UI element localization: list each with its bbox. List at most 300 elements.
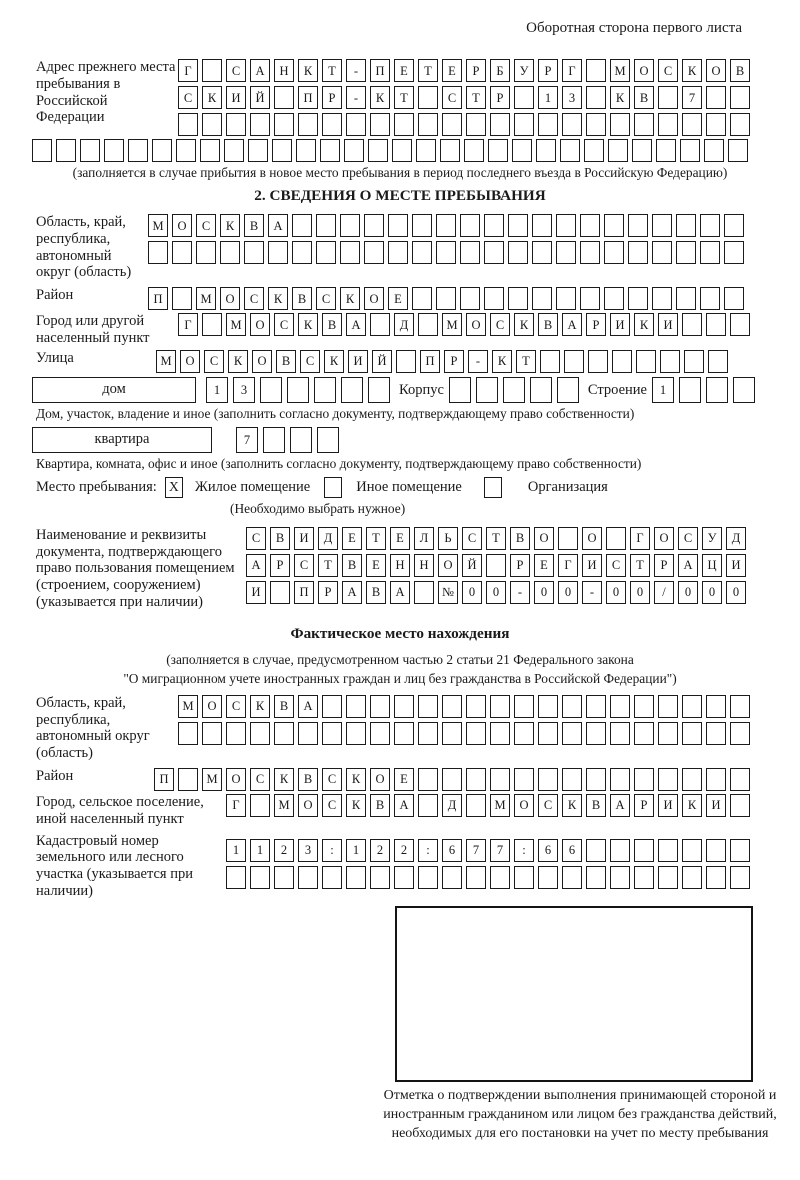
char-cell: О — [370, 768, 390, 791]
char-cell — [466, 768, 486, 791]
char-cell — [370, 866, 390, 889]
char-cell: К — [562, 794, 582, 817]
char-cell — [700, 241, 720, 264]
stroenie-label: Строение — [587, 381, 647, 398]
document-row-3 — [246, 581, 746, 604]
char-cell: К — [220, 214, 240, 237]
char-cell — [580, 214, 600, 237]
char-cell: М — [202, 768, 222, 791]
char-cell — [682, 866, 702, 889]
char-cell: И — [706, 794, 726, 817]
char-cell: А — [678, 554, 698, 577]
char-cell: П — [148, 287, 168, 310]
char-cell: Е — [342, 527, 362, 550]
char-cell — [466, 866, 486, 889]
char-cell — [730, 768, 750, 791]
char-cell: Б — [490, 59, 510, 82]
char-cell — [418, 313, 438, 336]
prev-address-full-row-wrap — [32, 139, 770, 162]
char-cell: - — [582, 581, 602, 604]
prev-address-row-1 — [178, 59, 750, 82]
char-cell — [586, 866, 606, 889]
char-cell: Н — [274, 59, 294, 82]
char-cell — [508, 287, 528, 310]
char-cell: Ь — [438, 527, 458, 550]
char-cell: № — [438, 581, 458, 604]
char-cell: О — [180, 350, 200, 373]
char-cell — [460, 241, 480, 264]
apartment-number-row — [236, 427, 339, 453]
char-cell — [610, 866, 630, 889]
street-label: Улица — [36, 349, 74, 366]
char-cell — [706, 768, 726, 791]
char-cell — [536, 139, 556, 162]
char-cell — [320, 139, 340, 162]
char-cell — [466, 695, 486, 718]
char-cell: Т — [466, 86, 486, 109]
char-cell — [292, 241, 312, 264]
char-cell — [530, 377, 552, 403]
stay-type-note: (Необходимо выбрать нужное) — [230, 500, 406, 516]
char-cell — [660, 350, 680, 373]
char-cell: : — [322, 839, 342, 862]
char-cell — [676, 214, 696, 237]
district-label: Район — [36, 287, 74, 304]
char-cell — [632, 139, 652, 162]
char-cell: Т — [516, 350, 536, 373]
house-note: Дом, участок, владение и иное (заполнить согласно документу, подтверждающему право собственности) — [36, 405, 635, 421]
char-cell: О — [634, 59, 654, 82]
char-cell — [172, 287, 192, 310]
char-cell: Г — [562, 59, 582, 82]
char-cell — [584, 139, 604, 162]
char-cell — [730, 839, 750, 862]
char-cell — [316, 241, 336, 264]
apartment-field-label: квартира — [94, 431, 150, 448]
char-cell — [562, 695, 582, 718]
char-cell: С — [226, 695, 246, 718]
district-block — [30, 287, 770, 310]
district-row — [148, 287, 744, 310]
char-cell — [290, 427, 312, 453]
prev-address-row-4 — [32, 139, 748, 162]
char-cell: П — [154, 768, 174, 791]
char-cell: С — [322, 768, 342, 791]
char-cell — [412, 241, 432, 264]
char-cell — [706, 839, 726, 862]
char-cell: Д — [394, 313, 414, 336]
char-cell — [274, 866, 294, 889]
char-cell — [394, 722, 414, 745]
char-cell — [202, 722, 222, 745]
char-cell: С — [538, 794, 558, 817]
char-cell — [610, 722, 630, 745]
city-row — [178, 313, 750, 336]
char-cell — [442, 695, 462, 718]
char-cell — [706, 695, 726, 718]
char-cell — [586, 695, 606, 718]
fact-region-label: Область, край, республика, автономный округ (область) — [36, 694, 150, 762]
char-cell — [606, 527, 626, 550]
char-cell — [634, 113, 654, 136]
char-cell — [682, 695, 702, 718]
char-cell — [368, 377, 390, 403]
char-cell — [298, 113, 318, 136]
char-cell: В — [322, 313, 342, 336]
prev-address-row-3 — [178, 113, 750, 136]
char-cell — [364, 214, 384, 237]
char-cell — [586, 86, 606, 109]
char-cell: 3 — [233, 377, 255, 403]
fact-city-block — [30, 794, 770, 828]
char-cell: 2 — [394, 839, 414, 862]
char-cell: С — [442, 86, 462, 109]
char-cell — [396, 350, 416, 373]
char-cell: С — [244, 287, 264, 310]
char-cell: 6 — [562, 839, 582, 862]
street-block — [30, 350, 770, 373]
char-cell: С — [658, 59, 678, 82]
char-cell: С — [462, 527, 482, 550]
char-cell: В — [292, 287, 312, 310]
char-cell: А — [390, 581, 410, 604]
char-cell — [148, 241, 168, 264]
char-cell: С — [246, 527, 266, 550]
char-cell: Р — [270, 554, 290, 577]
char-cell — [700, 287, 720, 310]
char-cell — [418, 695, 438, 718]
fact-district-label: Район — [36, 767, 74, 784]
char-cell — [557, 377, 579, 403]
char-cell: Е — [388, 287, 408, 310]
region-row-1 — [148, 214, 744, 237]
apartment-block — [30, 427, 770, 453]
char-cell: В — [510, 527, 530, 550]
char-cell — [538, 695, 558, 718]
char-cell: М — [442, 313, 462, 336]
char-cell — [226, 866, 246, 889]
char-cell: С — [678, 527, 698, 550]
char-cell — [442, 866, 462, 889]
char-cell: Р — [318, 581, 338, 604]
char-cell: А — [394, 794, 414, 817]
char-cell: 3 — [562, 86, 582, 109]
char-cell: 0 — [534, 581, 554, 604]
char-cell — [260, 377, 282, 403]
cadastre-label: Кадастровый номер земельного или лесного участка (указывается при наличии) — [36, 832, 193, 899]
organization-checkbox — [484, 477, 502, 498]
char-cell: Е — [442, 59, 462, 82]
char-cell — [32, 139, 52, 162]
char-cell — [684, 350, 704, 373]
char-cell: 0 — [726, 581, 746, 604]
char-cell: 0 — [606, 581, 626, 604]
char-cell — [610, 839, 630, 862]
char-cell: М — [156, 350, 176, 373]
char-cell — [340, 214, 360, 237]
char-cell: / — [654, 581, 674, 604]
char-cell: В — [274, 695, 294, 718]
char-cell — [652, 287, 672, 310]
char-cell — [586, 113, 606, 136]
char-cell — [706, 86, 726, 109]
char-cell — [706, 866, 726, 889]
prev-address-label: Адрес прежнего места пребывания в Российской Федерации — [36, 59, 176, 126]
char-cell — [341, 377, 363, 403]
char-cell: К — [324, 350, 344, 373]
char-cell — [274, 722, 294, 745]
house-number-row — [206, 377, 390, 403]
char-cell — [436, 214, 456, 237]
char-cell: С — [316, 287, 336, 310]
char-cell — [730, 866, 750, 889]
char-cell — [220, 241, 240, 264]
char-cell — [394, 113, 414, 136]
char-cell — [250, 113, 270, 136]
char-cell — [682, 768, 702, 791]
apartment-note: Квартира, комната, офис и иное (заполнить согласно документу, подтверждающему право собственности) — [36, 455, 642, 471]
char-cell — [560, 139, 580, 162]
char-cell — [370, 722, 390, 745]
char-cell: Т — [630, 554, 650, 577]
char-cell: М — [274, 794, 294, 817]
char-cell — [586, 768, 606, 791]
char-cell: П — [298, 86, 318, 109]
prev-address-note: (заполняется в случае прибытия в новое место пребывания в период последнего въезда в Российскую Федерацию) — [72, 165, 728, 180]
char-cell — [416, 139, 436, 162]
char-cell — [466, 722, 486, 745]
prev-address-block — [30, 59, 770, 136]
char-cell — [708, 350, 728, 373]
char-cell — [724, 214, 744, 237]
char-cell: В — [366, 581, 386, 604]
char-cell: : — [418, 839, 438, 862]
fact-district-row — [154, 768, 750, 791]
char-cell — [296, 139, 316, 162]
char-cell: С — [226, 59, 246, 82]
region-row-2 — [148, 241, 744, 264]
actual-location-note-2: "О миграционном учете иностранных граждан и лиц без гражданства в Российской Федерации") — [123, 670, 677, 686]
actual-location-title: Фактическое место нахождения — [290, 624, 510, 642]
char-cell: О — [438, 554, 458, 577]
char-cell: С — [274, 313, 294, 336]
char-cell — [263, 427, 285, 453]
char-cell — [733, 377, 755, 403]
char-cell: Р — [538, 59, 558, 82]
char-cell — [490, 866, 510, 889]
char-cell — [128, 139, 148, 162]
char-cell — [464, 139, 484, 162]
char-cell — [728, 139, 748, 162]
char-cell — [730, 86, 750, 109]
char-cell — [466, 794, 486, 817]
char-cell — [658, 768, 678, 791]
char-cell — [562, 866, 582, 889]
char-cell — [730, 722, 750, 745]
char-cell — [676, 287, 696, 310]
char-cell: И — [348, 350, 368, 373]
char-cell: С — [250, 768, 270, 791]
char-cell — [682, 113, 702, 136]
char-cell — [706, 377, 728, 403]
char-cell — [706, 313, 726, 336]
organization-label: Организация — [527, 478, 608, 495]
char-cell — [586, 59, 606, 82]
char-cell: Е — [394, 768, 414, 791]
char-cell: 7 — [466, 839, 486, 862]
char-cell — [580, 287, 600, 310]
char-cell: Й — [250, 86, 270, 109]
char-cell: О — [172, 214, 192, 237]
char-cell — [682, 313, 702, 336]
char-cell: Р — [654, 554, 674, 577]
char-cell — [364, 241, 384, 264]
char-cell: Е — [394, 59, 414, 82]
char-cell: Г — [178, 59, 198, 82]
char-cell: К — [228, 350, 248, 373]
char-cell — [704, 139, 724, 162]
char-cell — [724, 241, 744, 264]
char-cell — [538, 113, 558, 136]
char-cell: И — [294, 527, 314, 550]
char-cell — [466, 113, 486, 136]
region-block — [30, 214, 770, 281]
char-cell — [250, 866, 270, 889]
char-cell — [580, 241, 600, 264]
char-cell — [588, 350, 608, 373]
char-cell — [634, 839, 654, 862]
char-cell — [658, 86, 678, 109]
char-cell — [604, 214, 624, 237]
char-cell — [556, 214, 576, 237]
char-cell: У — [514, 59, 534, 82]
char-cell — [412, 287, 432, 310]
char-cell — [418, 768, 438, 791]
char-cell: О — [466, 313, 486, 336]
char-cell — [484, 214, 504, 237]
char-cell — [676, 241, 696, 264]
char-cell — [514, 113, 534, 136]
char-cell: Н — [390, 554, 410, 577]
char-cell: И — [658, 794, 678, 817]
char-cell — [250, 722, 270, 745]
char-cell — [490, 695, 510, 718]
char-cell: С — [178, 86, 198, 109]
char-cell: Т — [318, 554, 338, 577]
char-cell — [634, 695, 654, 718]
char-cell: В — [244, 214, 264, 237]
char-cell: 1 — [538, 86, 558, 109]
char-cell — [449, 377, 471, 403]
char-cell — [730, 695, 750, 718]
char-cell — [656, 139, 676, 162]
char-cell — [532, 287, 552, 310]
char-cell: П — [420, 350, 440, 373]
char-cell — [628, 241, 648, 264]
char-cell — [226, 722, 246, 745]
char-cell: Т — [394, 86, 414, 109]
char-cell: Д — [442, 794, 462, 817]
korpus-label: Корпус — [399, 381, 444, 398]
char-cell: 6 — [442, 839, 462, 862]
char-cell: 0 — [462, 581, 482, 604]
char-cell — [418, 866, 438, 889]
char-cell — [658, 866, 678, 889]
char-cell — [724, 287, 744, 310]
char-cell: М — [610, 59, 630, 82]
char-cell — [270, 581, 290, 604]
char-cell: И — [610, 313, 630, 336]
char-cell — [706, 113, 726, 136]
char-cell — [460, 287, 480, 310]
char-cell: Т — [366, 527, 386, 550]
char-cell — [679, 377, 701, 403]
char-cell — [490, 113, 510, 136]
char-cell: М — [148, 214, 168, 237]
char-cell — [512, 139, 532, 162]
cadastre-block — [30, 833, 770, 900]
char-cell: В — [370, 794, 390, 817]
street-row — [156, 350, 728, 373]
char-cell — [314, 377, 336, 403]
char-cell — [608, 139, 628, 162]
char-cell — [202, 113, 222, 136]
char-cell — [532, 214, 552, 237]
other-premises-label: Иное помещение — [356, 478, 462, 495]
char-cell: - — [468, 350, 488, 373]
char-cell — [514, 768, 534, 791]
char-cell — [340, 241, 360, 264]
char-cell — [610, 113, 630, 136]
stroenie-row — [652, 377, 755, 403]
char-cell: М — [490, 794, 510, 817]
char-cell — [322, 722, 342, 745]
char-cell — [484, 241, 504, 264]
char-cell — [292, 214, 312, 237]
house-field-box — [32, 377, 196, 403]
char-cell: Г — [630, 527, 650, 550]
char-cell — [244, 241, 264, 264]
char-cell — [680, 139, 700, 162]
char-cell: В — [270, 527, 290, 550]
char-cell — [436, 241, 456, 264]
char-cell: - — [510, 581, 530, 604]
char-cell: 1 — [206, 377, 228, 403]
char-cell — [418, 113, 438, 136]
char-cell: И — [226, 86, 246, 109]
char-cell: Й — [372, 350, 392, 373]
char-cell: Е — [366, 554, 386, 577]
char-cell: М — [196, 287, 216, 310]
char-cell — [250, 794, 270, 817]
char-cell — [172, 241, 192, 264]
char-cell: В — [342, 554, 362, 577]
fact-city-label: Город, сельское поселение, иной населенный пункт — [36, 793, 204, 827]
prev-address-row-2 — [178, 86, 750, 109]
char-cell: К — [268, 287, 288, 310]
char-cell: К — [610, 86, 630, 109]
char-cell: Г — [178, 313, 198, 336]
char-cell: К — [298, 313, 318, 336]
char-cell: П — [370, 59, 390, 82]
char-cell — [540, 350, 560, 373]
char-cell: К — [202, 86, 222, 109]
char-cell — [564, 350, 584, 373]
char-cell — [486, 554, 506, 577]
char-cell — [730, 794, 750, 817]
fact-city-row — [226, 794, 750, 817]
char-cell — [604, 241, 624, 264]
